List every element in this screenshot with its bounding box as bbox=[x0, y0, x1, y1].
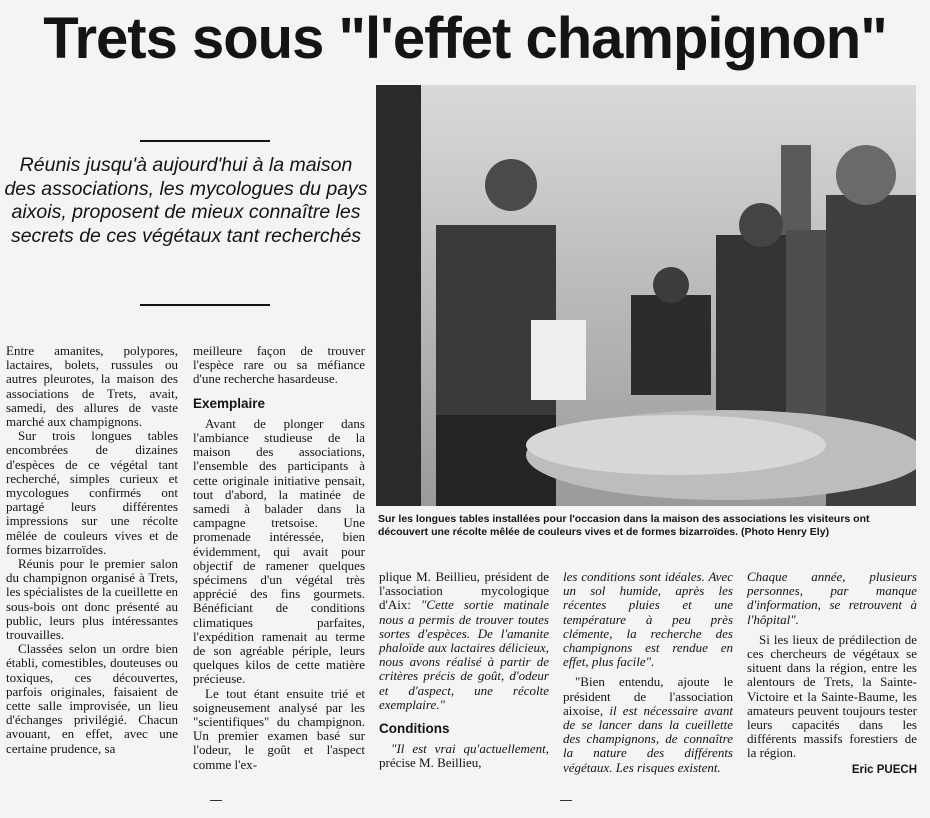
photo bbox=[376, 85, 916, 506]
col5-paragraph: Si les lieux de prédilection de ces chercheurs de végétaux se situent dans la région, entre les alentours de Trets, la Sainte-Victoire et la Sainte-Baume, les amateurs peuvent toujours tester leurs capacités dans les différents massifs forestiers de la région. bbox=[747, 631, 917, 761]
col3-paragraph bbox=[379, 570, 549, 712]
subhead-conditions: Conditions bbox=[379, 721, 450, 737]
intro-rule-bottom bbox=[140, 304, 270, 306]
col1-paragraph: Réunis pour le premier salon du champignon organisé à Trets, les spécialistes de la cueillette en sous-bois ont donc présenté au public, leurs plus intéressantes trouvailles. bbox=[6, 556, 178, 643]
col3-text-plain: précise M. Beillieu, bbox=[379, 755, 482, 771]
col3-quote: "Cette sortie matinale nous a permis de trouver toutes sortes d'espèces. De l'amanite phaloïde aux lactaires délicieux, nous avons réalisé à partir de critères précis de goût, d'odeur et d'aspect, une récolte exemplaire." bbox=[379, 597, 549, 712]
photo-caption: Sur les longues tables installées pour l'occasion dans la maison des associations les visiteurs ont découvert une récolte mêlée de couleurs vives et de formes bizarroïdes. (Photo Henry Ely) bbox=[378, 513, 870, 538]
col4-text-plain: "Bien entendu, ajoute le président de l'association aixoise, bbox=[563, 674, 733, 718]
signature: Eric PUECH bbox=[851, 763, 917, 776]
col1-paragraph: Sur trois longues tables encombrées de dizaines d'espèces de ce végétal tant recherché, simples curieux et mycologues confirmés ont partagé leurs différentes impressions sur une récolte mêlée de couleurs vives et de formes bizarroïdes. bbox=[6, 428, 178, 557]
column-end-mark bbox=[210, 800, 222, 801]
col1-paragraph: Entre amanites, polypores, lactaires, bolets, russules ou autres pleurotes, la maison des associations de Trets, avait, samedi, des allures de vaste marché aux champignons. bbox=[6, 343, 178, 430]
headline: Trets sous "l'effet champignon" bbox=[43, 6, 887, 71]
col4-quote: il est nécessaire avant de se lancer dans la cueillette des champignons, de connaître la nature des différents végétaux. Les risques existent. bbox=[563, 702, 733, 775]
col2-continuation: meilleure façon de trouver l'espèce rare ou sa méfiance d'une recherche hasardeuse. bbox=[193, 343, 365, 387]
column-2 bbox=[193, 344, 365, 772]
subhead-exemplaire: Exemplaire bbox=[193, 395, 266, 411]
intro-rule-top bbox=[140, 140, 270, 142]
column-end-mark bbox=[560, 800, 572, 801]
col3-quote: "Il est vrai qu'actuellement, bbox=[391, 741, 549, 757]
column-4 bbox=[563, 570, 733, 775]
col2-paragraph: Le tout étant ensuite trié et soigneusement analysé par les "scientifiques" du champignon. Un premier examen basé sur l'odeur, le goût et l'aspect comme l'ex- bbox=[193, 685, 365, 772]
intro-text: Réunis jusqu'à aujourd'hui à la maison des associations, les mycologues du pays aixois, proposent de mieux connaître les secrets de ces végétaux tant recherchés bbox=[4, 154, 368, 247]
column-5 bbox=[747, 570, 917, 777]
col4-quote: les conditions sont idéales. Avec un sol humide, après les récentes pluies et une température à peu près clémente, la recherche des champignons est rendue en effet, plus facile". bbox=[563, 569, 733, 670]
column-1 bbox=[6, 344, 178, 756]
column-3 bbox=[379, 570, 549, 771]
photo-illustration bbox=[376, 85, 916, 506]
col4-paragraph bbox=[563, 675, 733, 774]
col2-paragraph: Avant de plonger dans l'ambiance studieuse de la maison des associations, l'ensemble des participants à cette originale initiative pensait, tout d'abord, la matinée de samedi à balader dans la campagne tretsoise. Une promenade intéressée, bien évidemment, qui avait pour objectif de ramener quelques spécimens d'un végétal très apprécié des fins gourmets. Bénéficiant de conditions climatiques parfaites, l'expédition ramenait au terme de son agréable périple, leurs quelques kilos de cette matière précieuse. bbox=[193, 415, 365, 687]
col3-paragraph bbox=[379, 742, 549, 770]
col3-text-plain: plique M. Beillieu, président de l'association mycologique d'Aix: bbox=[379, 569, 549, 613]
col1-paragraph: Classées selon un ordre bien établi, comestibles, douteuses ou toxiques, ces découvertes, parfois originales, faisaient de cette salle improvisée, un lieu d'échanges privilégié. Chacun avouant, en effet, avec une certaine prudence, sa bbox=[6, 641, 178, 756]
col5-quote: Chaque année, plusieurs personnes, par manque d'information, se retrouvent à l'hôpital". bbox=[747, 569, 917, 627]
